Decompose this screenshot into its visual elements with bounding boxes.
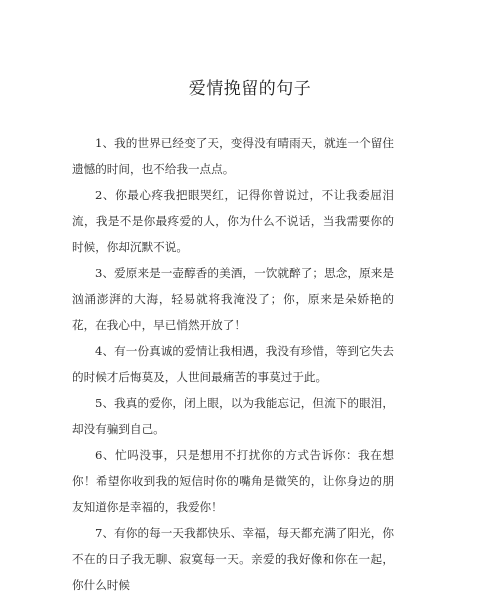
document-body — [72, 130, 394, 598]
paragraph-3: 3、爱原来是一壶醇香的美酒，一饮就醉了；思念，原来是汹涌澎湃的大海，轻易就将我淹没了；你，原来是朵娇艳的花，在我心中，早已悄然开放了！ — [72, 266, 394, 332]
document-title: 爱情挽留的句子 — [188, 79, 312, 99]
paragraph-6: 6、忙吗没事，只是想用不打扰你的方式告诉你：我在想你！希望你收到我的短信时你的嘴角是微笑的，让你身边的朋友知道你是幸福的，我爱你！ — [72, 448, 394, 514]
paragraph-2: 2、你最心疼我把眼哭红，记得你曾说过，不让我委屈泪流，我是不是你最疼爱的人，你为什么不说话，当我需要你的时候，你却沉默不说。 — [72, 188, 394, 254]
paragraph-1: 1、我的世界已经变了天，变得没有晴雨天，就连一个留住遗憾的时间，也不给我一点点。 — [72, 136, 394, 176]
paragraph-4: 4、有一份真诚的爱情让我相遇，我没有珍惜，等到它失去的时候才后悔莫及，人世间最痛苦的事莫过于此。 — [72, 344, 394, 384]
paragraph-5: 5、我真的爱你，闭上眼，以为我能忘记，但流下的眼泪，却没有骗到自己。 — [72, 396, 394, 436]
paragraph-7: 7、有你的每一天我都快乐、幸福，每天都充满了阳光，你不在的日子我无聊、寂寞每一天。亲爱的我好像和你在一起，你什么时候 — [72, 526, 394, 592]
